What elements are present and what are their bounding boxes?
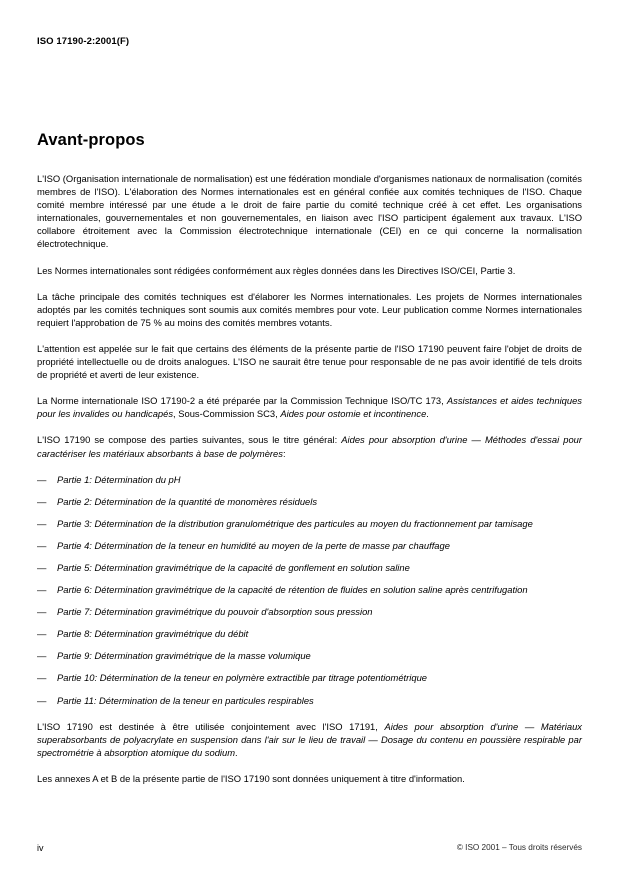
list-item-label: Partie 7: Détermination gravimétrique du pouvoir d'absorption sous pression	[57, 606, 373, 618]
list-item-label: Partie 6: Détermination gravimétrique de la capacité de rétention de fluides en solution saline après centrifugation	[57, 584, 528, 596]
iso17191-title: Aides pour absorption d'urine — Matériaux superabsorbants de polyacrylate en suspension dans l'air sur le lieu de travail — Dosage du contenu en poussière respirable par spectrométrie à absorption atomique du sodium	[37, 720, 582, 758]
committee-text-mid: , Sous-Commission SC3,	[173, 408, 281, 420]
committee-text-lead: La Norme internationale ISO 17190-2 a été préparée par la Commission Technique ISO/TC 173,	[37, 395, 447, 407]
em-dash-marker: —	[37, 584, 47, 596]
list-item	[37, 627, 582, 640]
iso17191-lead: L'ISO 17190 est destinée à être utilisée conjointement avec l'ISO 17191,	[37, 720, 385, 732]
foreword-paragraph-general-title	[37, 433, 582, 459]
foreword-paragraph-committee	[37, 394, 582, 420]
list-item	[37, 495, 582, 508]
em-dash-marker: —	[37, 473, 47, 485]
general-title-end: :	[282, 447, 286, 459]
subcommittee-name-sc3: Aides pour ostomie et incontinence	[280, 408, 427, 420]
foreword-paragraph-annexes: Les annexes A et B de la présente partie de l'ISO 17190 sont données uniquement à titre d'information.	[37, 772, 465, 784]
foreword-paragraph-1: L'ISO (Organisation internationale de normalisation) est une fédération mondiale d'organismes nationaux de normalisation (comités membres de l'ISO). L'élaboration des Normes internationales est en général confiée aux comités techniques de l'ISO. Chaque comité membre intéressé par une étude a le droit de faire partie du comité technique créé à cet effet. Les organisations internationales, gouvernementales et non gouvernementales, en liaison avec l'ISO participent également aux travaux. L'ISO collabore étroitement avec la Commission électrotechnique internationale (CEI) en ce qui concerne la normalisation électrotechnique.	[37, 173, 582, 250]
list-item	[37, 539, 582, 552]
list-item	[37, 605, 582, 618]
list-item	[37, 694, 582, 707]
foreword-paragraph-3: La tâche principale des comités techniques est d'élaborer les Normes internationales. Les projets de Normes internationales adoptés par les comités techniques sont soumis aux comités membres pour vote. Leur publication comme Normes internationales requiert l'approbation de 75 % au moins des comités membres votants.	[37, 290, 582, 328]
copyright-notice: © ISO 2001 – Tous droits réservés	[456, 843, 582, 852]
list-item	[37, 517, 582, 530]
em-dash-marker: —	[37, 561, 47, 573]
committee-name-tc173: Assistances et aides techniques pour les invalides ou handicapés	[37, 395, 582, 420]
page-title: Avant-propos	[37, 131, 145, 149]
list-item-label: Partie 2: Détermination de la quantité de monomères résiduels	[57, 495, 318, 507]
list-item	[37, 671, 582, 684]
list-item-label: Partie 1: Détermination du pH	[57, 473, 181, 485]
list-item	[37, 561, 582, 574]
page-number: iv	[37, 843, 44, 853]
em-dash-marker: —	[37, 672, 47, 684]
list-item-label: Partie 4: Détermination de la teneur en humidité au moyen de la perte de masse par chauffage	[57, 539, 450, 551]
page-footer	[37, 843, 582, 857]
general-title-lead: L'ISO 17190 se compose des parties suivantes, sous le titre général:	[37, 434, 342, 446]
em-dash-marker: —	[37, 628, 47, 640]
list-item	[37, 649, 582, 662]
em-dash-marker: —	[37, 495, 47, 507]
page-content	[37, 131, 582, 798]
em-dash-marker: —	[37, 517, 47, 529]
list-item-label: Partie 5: Détermination gravimétrique de la capacité de gonflement en solution saline	[57, 561, 410, 573]
em-dash-marker: —	[37, 539, 47, 551]
general-title-name: Aides pour absorption d'urine — Méthodes d'essai pour caractériser les matériaux absorbants à base de polymères	[37, 434, 583, 459]
foreword-paragraph-4: L'attention est appelée sur le fait que certains des éléments de la présente partie de l'ISO 17190 peuvent faire l'objet de droits de propriété intellectuelle ou de droits analogues. L'ISO ne saurait être tenue pour responsable de ne pas avoir identifié de tels droits de propriété et averti de leur existence.	[37, 342, 582, 381]
parts-list	[37, 473, 582, 707]
list-item	[37, 473, 582, 486]
list-item-label: Partie 10: Détermination de la teneur en polymère extractible par titrage potentiométrique	[57, 672, 427, 684]
committee-text-end: .	[426, 408, 429, 420]
list-item-label: Partie 9: Détermination gravimétrique de la masse volumique	[57, 650, 311, 662]
foreword-paragraph-iso17191	[37, 720, 582, 759]
list-item-label: Partie 11: Détermination de la teneur en particules respirables	[57, 694, 314, 706]
em-dash-marker: —	[37, 650, 47, 662]
foreword-paragraph-2: Les Normes internationales sont rédigées conformément aux règles données dans les Directives ISO/CEI, Partie 3.	[37, 264, 516, 276]
iso17191-end: .	[235, 746, 238, 758]
running-head: ISO 17190-2:2001(F)	[37, 36, 130, 47]
list-item-label: Partie 3: Détermination de la distribution granulométrique des particules au moyen du fractionnement par tamisage	[57, 517, 533, 529]
list-item-label: Partie 8: Détermination gravimétrique du débit	[57, 628, 249, 640]
em-dash-marker: —	[37, 694, 47, 706]
em-dash-marker: —	[37, 606, 47, 618]
list-item	[37, 583, 582, 596]
